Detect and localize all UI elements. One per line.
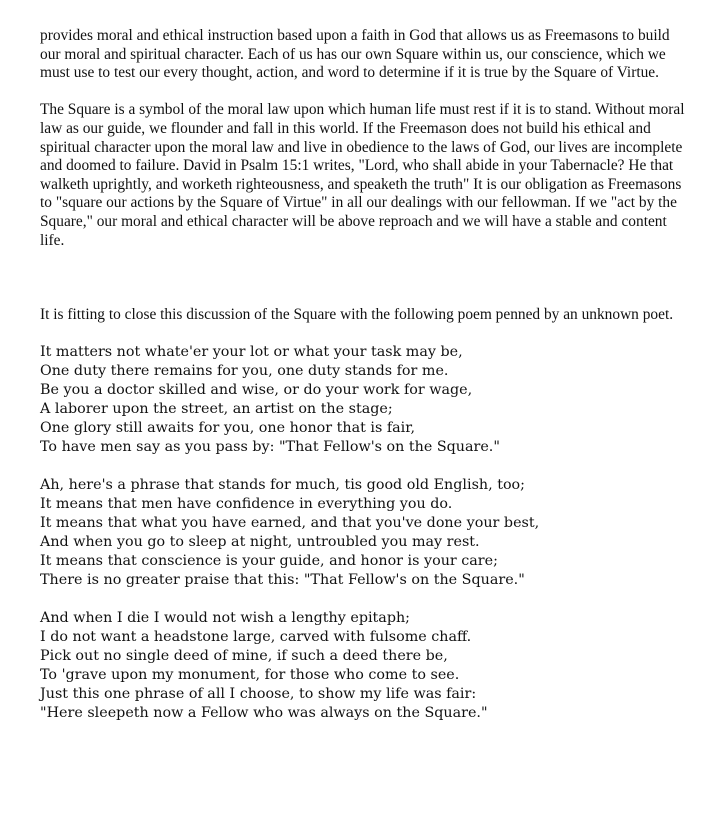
poem-line: "Here sleepeth now a Fellow who was always on the Square." <box>40 704 488 721</box>
poem-line: It means that men have confidence in everything you do. <box>40 495 453 512</box>
poem <box>40 343 690 723</box>
poem-line: Pick out no single deed of mine, if such a deed there be, <box>40 647 448 664</box>
poem-line: It matters not whate'er your lot or what your task may be, <box>40 343 463 360</box>
poem-line: One duty there remains for you, one duty stands for me. <box>40 362 449 379</box>
poem-stanza-3 <box>40 609 690 723</box>
poem-line: To have men say as you pass by: "That Fellow's on the Square." <box>40 438 500 455</box>
poem-stanza-2 <box>40 476 690 590</box>
document-page <box>40 27 690 742</box>
poem-stanza-1 <box>40 343 690 457</box>
poem-line: There is no greater praise that this: "That Fellow's on the Square." <box>40 571 525 588</box>
poem-line: Just this one phrase of all I choose, to show my life was fair: <box>40 685 477 702</box>
poem-line: It means that what you have earned, and that you've done your best, <box>40 514 540 531</box>
poem-line: It means that conscience is your guide, and honor is your care; <box>40 552 498 569</box>
poem-line: To 'grave upon my monument, for those who come to see. <box>40 666 460 683</box>
poem-line: Be you a doctor skilled and wise, or do your work for wage, <box>40 381 473 398</box>
poem-line: And when you go to sleep at night, untroubled you may rest. <box>40 533 480 550</box>
poem-line: A laborer upon the street, an artist on the stage; <box>40 400 393 417</box>
poem-line: One glory still awaits for you, one honor that is fair, <box>40 419 416 436</box>
poem-line: I do not want a headstone large, carved with fulsome chaff. <box>40 628 472 645</box>
paragraph-moral-law: The Square is a symbol of the moral law upon which human life must rest if it is to stand. Without moral law as our guide, we flounder and fall in this world. If the Freemason does not build his ethical and spiritual character upon the moral law and live in obedience to the laws of God, our lives are incomplete and doomed to failure. David in Psalm 15:1 writes, "Lord, who shall abide in your Tabernacle? He that walketh uprightly, and worketh righteousness, and speaketh the truth" It is our obligation as Freemasons to "square our actions by the Square of Virtue" in all our dealings with our fellowman. If we "act by the Square," our moral and ethical character will be above reproach and we will have a stable and content life. <box>40 101 685 249</box>
paragraph-poem-intro: It is fitting to close this discussion of the Square with the following poem penned by an unknown poet. <box>40 306 674 324</box>
poem-line: Ah, here's a phrase that stands for much, tis good old English, too; <box>40 476 525 493</box>
poem-line: And when I die I would not wish a lengthy epitaph; <box>40 609 410 626</box>
paragraph-conscience: provides moral and ethical instruction based upon a faith in God that allows us as Freemasons to build our moral and spiritual character. Each of us has our own Square within us, our conscience, which we must use to test our every thought, action, and word to determine if it is true by the Square of Virtue. <box>40 27 670 82</box>
